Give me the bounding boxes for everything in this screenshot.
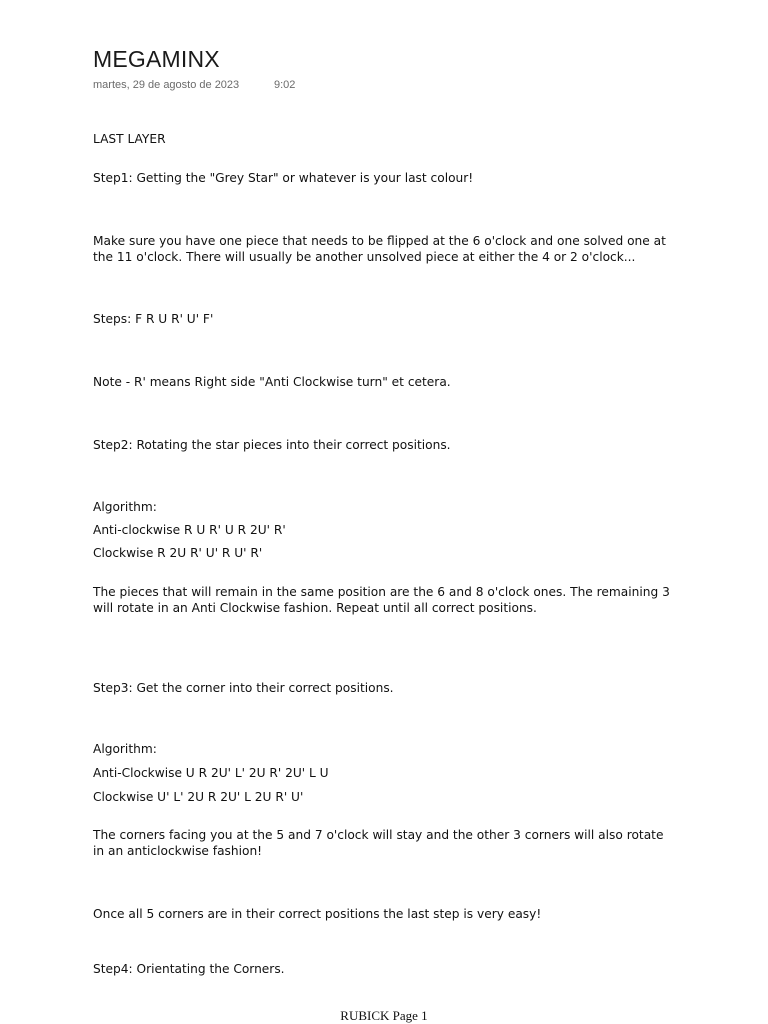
note-time: 9:02 <box>274 79 296 91</box>
step1-heading: Step1: Getting the "Grey Star" or whatever is your last colour! <box>93 171 474 185</box>
step3-explanation: The corners facing you at the 5 and 7 o'clock will stay and the other 3 corners will also rotate in an anticlockwise fashion! <box>93 828 664 858</box>
step2-explanation: The pieces that will remain in the same position are the 6 and 8 o'clock ones. The remaining 3 will rotate in an Anti Clockwise fashion. Repeat until all correct positions. <box>93 585 670 615</box>
notation-note: Note - R' means Right side "Anti Clockwise turn" et cetera. <box>93 375 451 389</box>
step3-heading: Step3: Get the corner into their correct positions. <box>93 681 394 695</box>
page-footer: RUBICK Page 1 <box>340 1008 428 1023</box>
step3-clockwise: Clockwise U' L' 2U R 2U' L 2U R' U' <box>93 790 304 804</box>
step2-clockwise: Clockwise R 2U R' U' R U' R' <box>93 546 263 560</box>
step3-algorithm-label: Algorithm: <box>93 742 157 756</box>
step1-instructions: Make sure you have one piece that needs to be flipped at the 6 o'clock and one solved one at the 11 o'clock. There will usually be another unsolved piece at either the 4 or 2 o'clock... <box>93 234 666 264</box>
section-title: LAST LAYER <box>93 132 166 146</box>
step2-heading: Step2: Rotating the star pieces into their correct positions. <box>93 438 451 452</box>
step4-heading: Step4: Orientating the Corners. <box>93 962 285 976</box>
step3-anticlockwise: Anti-Clockwise U R 2U' L' 2U R' 2U' L U <box>93 766 329 780</box>
corners-note: Once all 5 corners are in their correct positions the last step is very easy! <box>93 907 542 921</box>
step2-anticlockwise: Anti-clockwise R U R' U R 2U' R' <box>93 523 286 537</box>
page-title: MEGAMINX <box>93 46 220 72</box>
step2-algorithm-label: Algorithm: <box>93 500 157 514</box>
note-date: martes, 29 de agosto de 2023 <box>93 79 240 91</box>
step1-moves: Steps: F R U R' U' F' <box>93 312 214 326</box>
